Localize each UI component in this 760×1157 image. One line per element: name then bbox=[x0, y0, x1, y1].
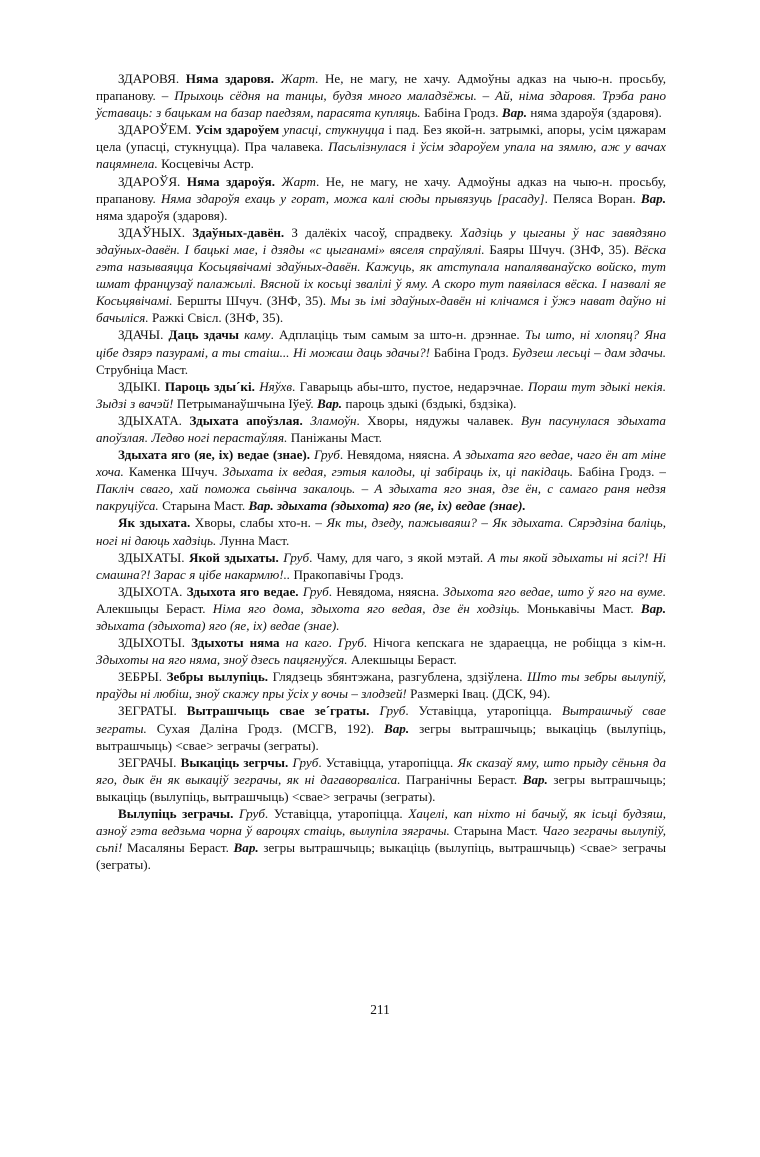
entry-text-run: З далёкіх часоў, спрадвеку. bbox=[291, 224, 461, 240]
entry-text-run: Струбніца Маст. bbox=[96, 361, 188, 377]
entry-text-run: Алекшыцы Бераст. bbox=[347, 652, 457, 668]
entry-text-run: Німа яго дома, здыхота яго ведая, дзе ён ходзіць. bbox=[212, 600, 520, 616]
entry-text-run: Няма здароўя ехаць у горат, можа калі сюды прывязуць [расаду] bbox=[160, 190, 545, 206]
entry-text-run: Што ты зебры вылупіў, праўды ні любіш, зноў скажу пры ўсіх у вочы – злодзей! bbox=[96, 669, 666, 702]
entry-text-run: Здыхота яго ведае, што ў яго на вуме. bbox=[443, 583, 666, 599]
dictionary-entry bbox=[96, 805, 666, 873]
entry-text-run: ЗДЫХАТА. bbox=[118, 412, 190, 428]
entry-text-run: няма здароўя (здаровя). bbox=[527, 105, 662, 121]
entry-text-run: ЗЕГРАТЫ. bbox=[118, 703, 187, 719]
entry-text-run: Няма здароўя. bbox=[186, 173, 282, 189]
entry-text-run: . Хворы, нядужы чалавек. bbox=[356, 412, 522, 428]
entry-text-run: Алекшыцы Бераст. bbox=[96, 600, 213, 616]
dictionary-entry bbox=[96, 326, 666, 377]
entry-text-run: Старына Маст. bbox=[158, 498, 249, 514]
entry-text-run: Усім здароўем bbox=[195, 122, 284, 138]
entry-text-run: Бершты Шчуч. (ЗНФ, 35). bbox=[172, 293, 331, 309]
entry-text-run: Даць здачы bbox=[168, 327, 245, 343]
entry-text-run: Выкаціць зегрчы. bbox=[180, 754, 293, 770]
entry-text-run: ЗДЫХОТЫ. bbox=[118, 635, 192, 651]
entry-text-run: . Невядома, няясна. bbox=[328, 583, 444, 599]
entry-text-run: Баяры Шчуч. (ЗНФ, 35). bbox=[484, 241, 635, 257]
dictionary-entry bbox=[96, 412, 666, 446]
entry-text-run: Як ты, дзеду, пажываяш? – Як здыхата. Сярэдзіна баліць, ногі ні даюць хадзіць. bbox=[96, 515, 666, 548]
entry-text-run: Як сказаў яму, што прыду сёньня да яго, дык ён як выкаціў зеграчы, як ні дагаворваліса. bbox=[96, 754, 666, 787]
entry-text-run: ЗДАЧЫ. bbox=[118, 327, 169, 343]
entry-text-run: Пракопавічы Гродз. bbox=[290, 566, 404, 582]
entry-text-run: Вар. bbox=[233, 840, 259, 856]
entry-text-run: Монькавічы Маст. bbox=[519, 600, 641, 616]
entry-text-run: Ражкі Свісл. (ЗНФ, 35). bbox=[148, 310, 284, 326]
entry-text-run: Груб bbox=[292, 754, 319, 770]
entry-text-run: Груб bbox=[239, 806, 265, 822]
entry-text-run: Чаго зеграчы вылупіў, сьпі! bbox=[96, 823, 666, 856]
entry-text-run: Якой здыхаты. bbox=[189, 549, 284, 565]
dictionary-entry bbox=[96, 634, 666, 668]
entry-text-run: Груб bbox=[283, 549, 310, 565]
dictionary-entry bbox=[96, 378, 666, 412]
entry-text-run: А здыхата яго ведае, чаго ён ат міне хоча. bbox=[96, 447, 666, 480]
entry-text-run: Хацелі, кап ніхто ні бачыў, як ісьці будзяш, азноў гэта ведзьма чорна ў вароцях стаіць, вылупіла зяграчы. bbox=[96, 806, 666, 839]
entry-text-run: . Не, не магу, не хачу. Адмоўны адказ на чыю-н. просьбу, прапанову. bbox=[96, 173, 667, 206]
entry-text-run: ЗДАРОВЯ. bbox=[118, 71, 186, 86]
page-body bbox=[96, 70, 666, 873]
entry-text-run: Бабіна Гродз. bbox=[430, 344, 513, 360]
entry-text-run: Хадзіць у цыганы ў нас завядзяно здаўных-давён. І бацькі мае, і дзяды «с цыганамі» вяселя спраўлялі. bbox=[96, 224, 666, 257]
entry-text-run: упасці, стукнуцца bbox=[283, 122, 385, 138]
entry-text-run: Вар. bbox=[316, 395, 343, 411]
entry-text-run: А ты якой здыхаты ні ясі?! Ні смашна?! Зарас я цібе накармлю!.. bbox=[96, 549, 666, 582]
entry-text-run: Будзеш лесьці – дам здачы. bbox=[512, 344, 666, 360]
entry-text-run: Ты што, ні хлопяц? Яна цібе дзярэ пазурамі, а ты стаіш... Ні можаш даць здачы?! bbox=[96, 327, 666, 360]
dictionary-entry bbox=[96, 754, 666, 805]
entry-text-run: Няма здаровя. bbox=[185, 71, 281, 86]
entry-text-run: Пасьлізнулася і ўсім здароўем упала на зямлю, аж у вачах пацямнела. bbox=[96, 139, 666, 172]
entry-text-run: Вёска гэта называяцца Косьцявічамі здаўных-давён. Кажуць, як атступала напаляванаўско войско, тут шмат французаў палажылі. Вясной іх косьці звалілі ў яму. А скоро тут паявілася вёска. І назвалі яе Косьцявічамі. bbox=[96, 241, 666, 309]
entry-text-run: . Чаму, для чаго, з якой мэтай. bbox=[309, 549, 488, 565]
entry-text-run: . Уставіцца, утаропіцца. bbox=[405, 703, 562, 719]
entry-text-run: Вар. bbox=[640, 190, 667, 206]
page-number: 211 bbox=[370, 1002, 390, 1017]
entry-text-run: Бабіна Гродз. – bbox=[572, 464, 666, 480]
entry-text-run: ЗДАРОЎЕМ. bbox=[118, 122, 196, 138]
entry-text-run: . Нічога кепскага не здараецца, не робіцца з кім-н. bbox=[363, 635, 666, 651]
dictionary-entry bbox=[96, 583, 666, 634]
entry-text-run: няма здароўя (здаровя). bbox=[96, 207, 228, 223]
entry-text-run: Здаўных-давён. bbox=[192, 224, 292, 240]
entry-text-run: ЗЕБРЫ. bbox=[118, 669, 167, 685]
entry-text-run: каму bbox=[244, 327, 271, 343]
entry-text-run: Лунна Маст. bbox=[216, 532, 290, 548]
entry-text-run: зегры вытрашчыць; выкаціць (вылупіць, вытрашчыць) <свае> зеграчы (зеграты). bbox=[96, 840, 666, 873]
dictionary-entry bbox=[96, 224, 666, 327]
entry-text-run: Каменка Шчуч. bbox=[123, 464, 223, 480]
entry-text-run: здыхата (здыхота) яго (яе, іх) ведае (знае). bbox=[273, 498, 526, 514]
entry-text-run: Як здыхата. bbox=[118, 515, 195, 531]
entry-text-run: ЗДЫКІ. bbox=[118, 378, 165, 394]
dictionary-entry bbox=[96, 702, 666, 753]
entry-text-run: Здыхоты на яго няма, зноў дзесь пацягнуўся. bbox=[96, 652, 348, 668]
entry-text-run: Здыхата яго (яе, іх) ведае (знае). bbox=[118, 447, 314, 463]
entry-text-run: Груб bbox=[302, 583, 329, 599]
entry-text-run: . Адплаціць тым самым за што-н. дрэннае. bbox=[270, 327, 525, 343]
dictionary-entry bbox=[96, 514, 666, 548]
dictionary-entry bbox=[96, 70, 666, 121]
entry-text-run: пароць здыкі (бздыкі, бздзіка). bbox=[342, 395, 517, 411]
entry-text-run: Груб bbox=[337, 635, 364, 651]
entry-text-run: Вар. bbox=[640, 600, 667, 616]
dictionary-entry bbox=[96, 668, 666, 702]
entry-text-run: . Не, не магу, не хачу. Адмоўны адказ на чыю-н. просьбу, прапанову. – bbox=[96, 71, 666, 104]
entry-text-run: . Невядома, няясна. bbox=[339, 447, 454, 463]
entry-text-run: Пакліч сваго, хай поможа сьвінча закалоць. – А здыхата яго зная, дзе ён, с самаго раня недзя пакруціўса. bbox=[96, 481, 666, 514]
entry-text-run: ЗЕГРАЧЫ. bbox=[118, 754, 181, 770]
entry-text-run: Няўхв bbox=[259, 378, 293, 394]
entry-text-run: Косцевічы Астр. bbox=[157, 156, 254, 172]
dictionary-entry bbox=[96, 121, 666, 172]
entry-text-run: Жарт bbox=[280, 71, 316, 86]
entry-text-run: Вылупіць зеграчы. bbox=[118, 806, 240, 822]
entry-text-run: Вытрашчыць свае зе´граты. bbox=[186, 703, 380, 719]
dictionary-entry bbox=[96, 549, 666, 583]
entry-text-run: Вун пасунулася здыхата апоўзлая. Ледво ногі перастаўляя. bbox=[96, 412, 666, 445]
entry-text-run: Груб bbox=[379, 703, 406, 719]
entry-text-run: ЗДЫХАТЫ. bbox=[118, 549, 190, 565]
entry-text-run: Бабіна Гродз. bbox=[420, 105, 502, 121]
entry-text-run: Вар. bbox=[522, 771, 548, 787]
entry-text-run: . Уставіцца, утаропіцца. bbox=[264, 806, 409, 822]
dictionary-entry bbox=[96, 446, 666, 514]
entry-text-run: Жарт bbox=[281, 173, 316, 189]
entry-text-run: зегры вытрашчыць; выкаціць (вылупіць, вытрашчыць) <свае> зеграчы (зеграты). bbox=[96, 720, 666, 753]
entry-text-run: здыхата (здыхота) яго (яе, іх) ведае (знае). bbox=[96, 618, 340, 633]
entry-text-run: Старына Маст. bbox=[449, 823, 542, 839]
entry-text-run: Груб bbox=[313, 447, 340, 463]
entry-text-run: Пароць зды´кі. bbox=[164, 378, 260, 394]
entry-text-run: ЗДАРОЎЯ. bbox=[118, 173, 187, 189]
entry-text-run: Сухая Даліна Гродз. (МСГВ, 192). bbox=[146, 720, 385, 736]
entry-text-run: Прыхоць сёдня на танцы, будзя много маладзёжы. – Ай, німа здаровя. Трэба рано ўставаць: з бацькам на базар паедзям, парасята купляць. bbox=[96, 88, 666, 121]
entry-text-run: Здыхоты няма bbox=[191, 635, 286, 651]
entry-text-run: Хворы, слабы хто-н. – bbox=[194, 515, 327, 531]
entry-text-run: Здыхата апоўзлая. bbox=[189, 412, 311, 428]
entry-text-run: Размеркі Івац. (ДСК, 94). bbox=[406, 686, 551, 702]
entry-text-run: ЗДАЎНЫХ. bbox=[118, 224, 193, 240]
entry-text-run: Вар. bbox=[384, 720, 410, 736]
entry-text-run: . Гаварыць абы-што, пустое, недарэчнае. bbox=[292, 378, 529, 394]
dictionary-entry bbox=[96, 173, 666, 224]
entry-text-run: на каго bbox=[285, 635, 329, 651]
entry-text-run: Здыхата іх ведая, гэтыя калоды, ці забіраць іх, ці пакідаць. bbox=[222, 464, 573, 480]
entry-text-run: зегры вытрашчыць; выкаціць (вылупіць, вытрашчыць) <свае> зеграчы (зеграты). bbox=[96, 771, 666, 804]
entry-text-run: . Уставіцца, утаропіцца. bbox=[318, 754, 458, 770]
entry-text-run: Зебры вылупіць. bbox=[166, 669, 273, 685]
entry-text-run: . Пеляса Воран. bbox=[544, 190, 641, 206]
entry-text-run: Петрыманаўшчына Іўеў. bbox=[173, 395, 317, 411]
entry-text-run: Зламоўн bbox=[310, 412, 357, 428]
entry-text-run: Глядзець збянтэжана, разгублена, здзіўлена. bbox=[272, 669, 528, 685]
entry-text-run: Пагранічны Бераст. bbox=[400, 771, 523, 787]
entry-text-run: Вытрашчыў свае зеграты. bbox=[96, 703, 666, 736]
entry-text-run: Вар. bbox=[248, 498, 274, 514]
entry-text-run: . bbox=[328, 635, 338, 651]
entry-text-run: Мы зь імі здаўных-давён ні клічамся і ўжэ нават даўно ні бачыліся. bbox=[96, 293, 666, 326]
entry-text-run: Пораш тут здыкі некія. Зыдзі з вачэй! bbox=[96, 378, 667, 411]
entry-text-run: і пад. Без якой-н. затрымкі, апоры, усім цяжарам цела (упасці, стукнуцца). Пра чалавека. bbox=[96, 122, 666, 155]
entry-text-run: ЗДЫХОТА. bbox=[118, 583, 187, 599]
entry-text-run: Паніжаны Маст. bbox=[287, 429, 382, 445]
entry-text-run: Масаляны Бераст. bbox=[122, 840, 234, 856]
entry-text-run: Вар. bbox=[501, 105, 527, 121]
entry-text-run: Здыхота яго ведае. bbox=[186, 583, 303, 599]
